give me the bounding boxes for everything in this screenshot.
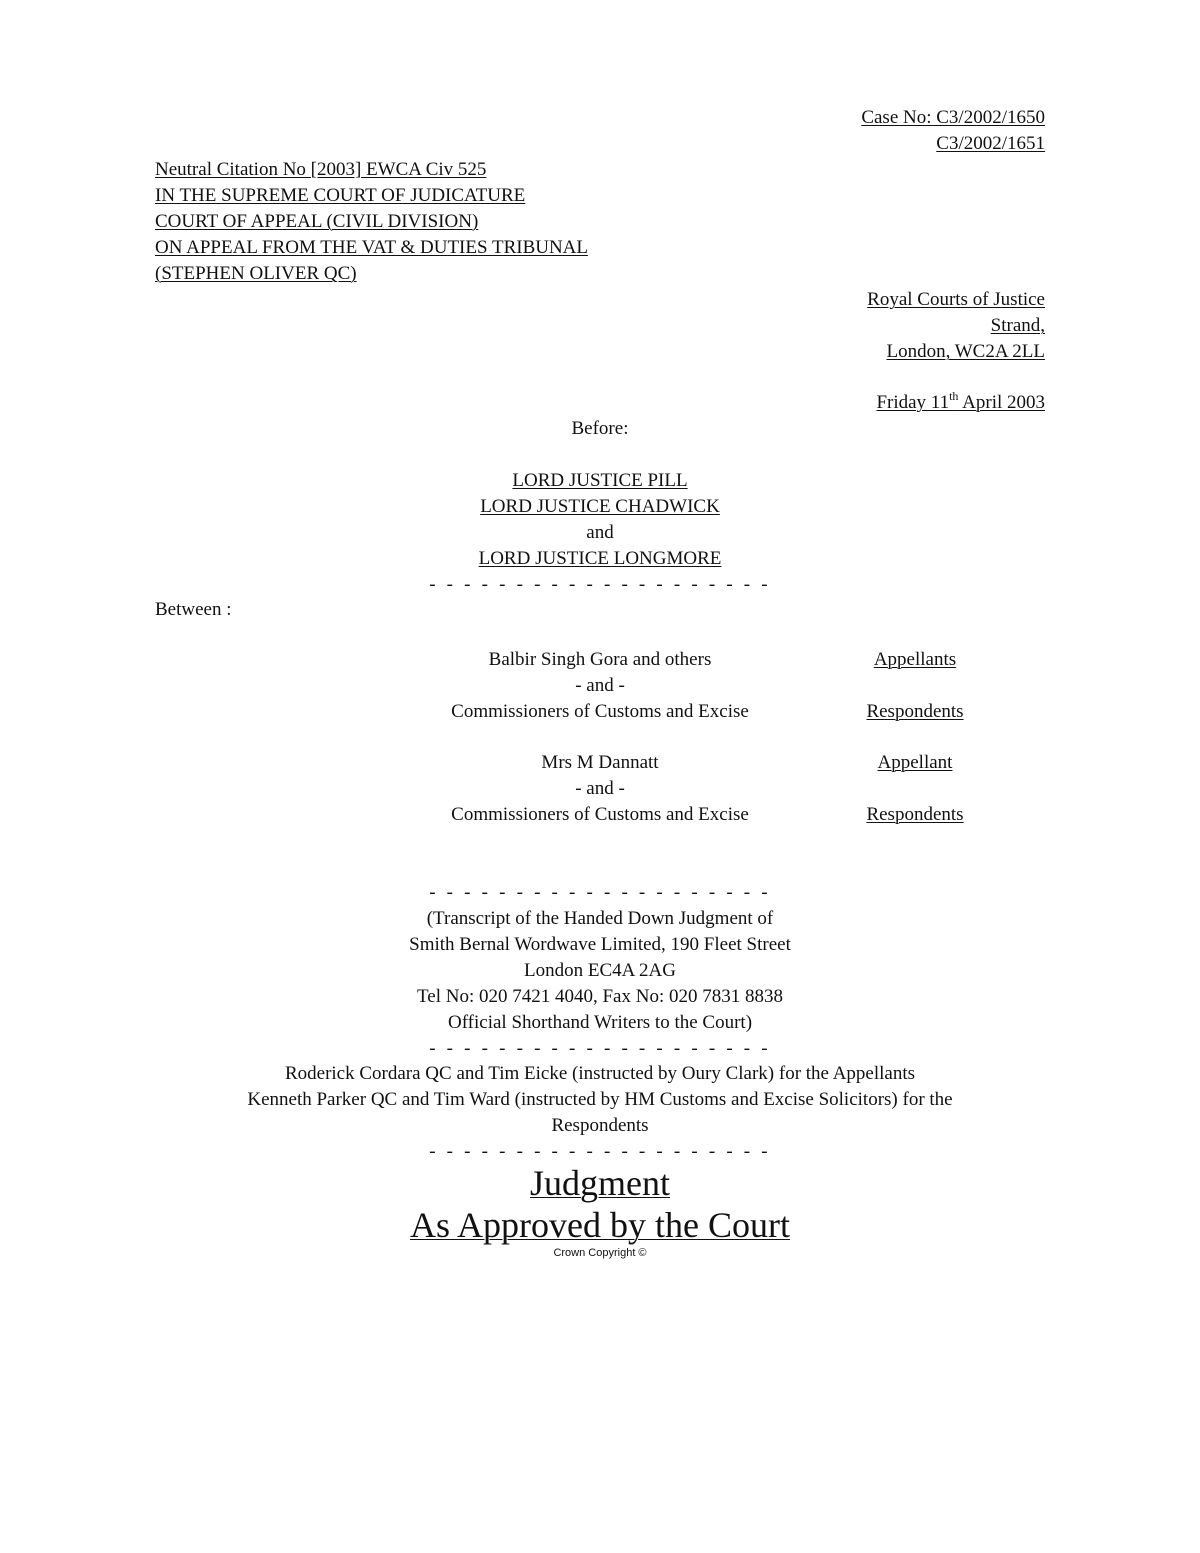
party-row bbox=[0, 673, 1200, 699]
party-name: Mrs M Dannatt bbox=[541, 752, 659, 773]
judge-chadwick: LORD JUSTICE CHADWICK bbox=[480, 496, 720, 517]
counsel-block bbox=[0, 1061, 1200, 1165]
party-role: Respondents bbox=[866, 804, 964, 825]
court-division: COURT OF APPEAL (CIVIL DIVISION) bbox=[155, 211, 479, 232]
before-label: Before: bbox=[571, 418, 629, 439]
address-line-3: London, WC2A 2LL bbox=[886, 341, 1045, 362]
date-rest: April 2003 bbox=[958, 392, 1045, 413]
hearing-date bbox=[876, 390, 1045, 416]
party-row bbox=[0, 802, 1200, 828]
party-role: Appellants bbox=[873, 649, 957, 670]
address-line-1: Royal Courts of Justice bbox=[867, 289, 1045, 310]
court-name: IN THE SUPREME COURT OF JUDICATURE bbox=[155, 185, 526, 206]
parties-block bbox=[0, 647, 1200, 828]
party-name: Commissioners of Customs and Excise bbox=[451, 701, 749, 722]
neutral-citation: Neutral Citation No [2003] EWCA Civ 525 bbox=[155, 159, 487, 180]
party-separator: - and - bbox=[575, 778, 625, 799]
party-row bbox=[0, 776, 1200, 802]
judgment-title: Judgment bbox=[530, 1163, 670, 1203]
crown-copyright: Crown Copyright © bbox=[553, 1247, 647, 1259]
party-row bbox=[0, 647, 1200, 673]
transcript-line: Tel No: 020 7421 4040, Fax No: 020 7831 8838 bbox=[417, 986, 783, 1007]
case-number-line-1: Case No: C3/2002/1650 bbox=[861, 107, 1045, 128]
separator-2: - - - - - - - - - - - - - - - - - - - - bbox=[429, 882, 771, 903]
judgment-subtitle: As Approved by the Court bbox=[410, 1205, 790, 1245]
party-row bbox=[0, 699, 1200, 725]
transcript-line: London EC4A 2AG bbox=[524, 960, 676, 981]
transcript-line: (Transcript of the Handed Down Judgment of bbox=[426, 908, 774, 929]
court-address bbox=[867, 287, 1045, 365]
court-header bbox=[155, 157, 588, 287]
between-label: Between : bbox=[155, 599, 232, 620]
party-role: Appellant bbox=[877, 752, 953, 773]
appeal-source: ON APPEAL FROM THE VAT & DUTIES TRIBUNAL bbox=[155, 237, 589, 258]
judge-pill: LORD JUSTICE PILL bbox=[512, 470, 688, 491]
judges-and: and bbox=[586, 522, 614, 543]
tribunal-judge: (STEPHEN OLIVER QC) bbox=[155, 263, 357, 284]
transcript-block bbox=[0, 880, 1200, 1062]
transcript-line: Official Shorthand Writers to the Court) bbox=[447, 1012, 753, 1033]
transcript-line: Smith Bernal Wordwave Limited, 190 Fleet Street bbox=[409, 934, 791, 955]
case-number bbox=[861, 105, 1045, 157]
counsel-respondents-cont: Respondents bbox=[551, 1115, 649, 1136]
party-separator: - and - bbox=[575, 675, 625, 696]
party-row bbox=[0, 750, 1200, 776]
separator-3: - - - - - - - - - - - - - - - - - - - - bbox=[429, 1038, 771, 1059]
party-name: Commissioners of Customs and Excise bbox=[451, 804, 749, 825]
date-day: Friday 11 bbox=[876, 392, 950, 413]
address-line-2: Strand, bbox=[990, 315, 1045, 336]
counsel-respondents: Kenneth Parker QC and Tim Ward (instructed by HM Customs and Excise Solicitors) for the bbox=[247, 1089, 953, 1110]
party-role: Respondents bbox=[866, 701, 964, 722]
judge-longmore: LORD JUSTICE LONGMORE bbox=[478, 548, 722, 569]
case-number-line-2: C3/2002/1651 bbox=[936, 133, 1045, 154]
counsel-appellants: Roderick Cordara QC and Tim Eicke (instructed by Oury Clark) for the Appellants bbox=[284, 1063, 916, 1084]
party-name: Balbir Singh Gora and others bbox=[488, 649, 712, 670]
judgment-heading bbox=[0, 1162, 1200, 1260]
separator-1: - - - - - - - - - - - - - - - - - - - - bbox=[429, 574, 771, 595]
judges-block bbox=[0, 468, 1200, 598]
date-ordinal: th bbox=[949, 388, 959, 403]
separator-4: - - - - - - - - - - - - - - - - - - - - bbox=[429, 1141, 771, 1162]
